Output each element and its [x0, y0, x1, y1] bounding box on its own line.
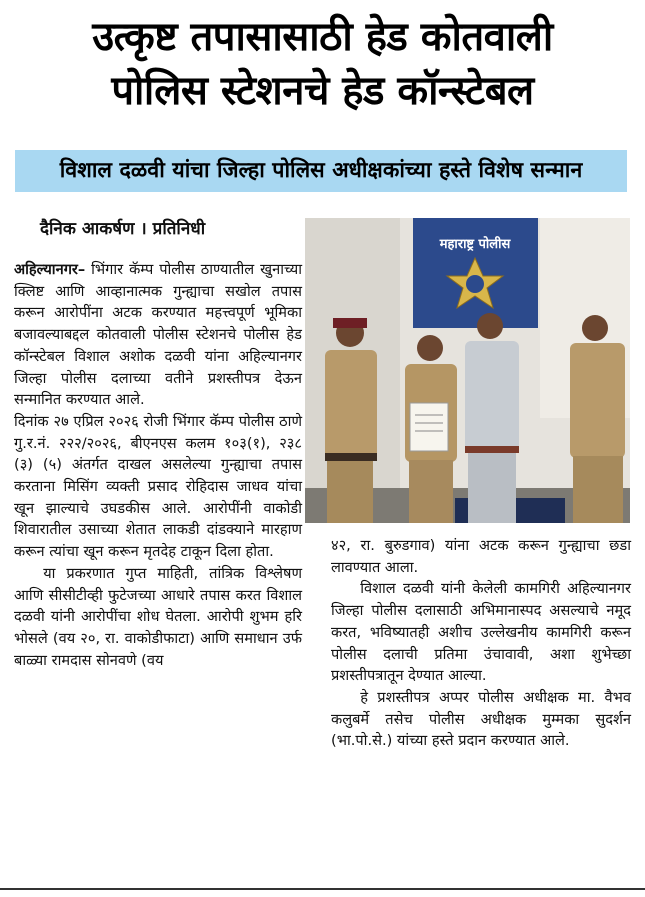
police-ceremony-photo: [305, 218, 630, 523]
photo-illustration: [305, 218, 630, 523]
article-paragraph-5: विशाल दळवी यांनी केलेली कामगिरी अहिल्यानगर जिल्हा पोलीस दलासाठी अभिमानास्पद असल्याचे नमूद करत, भविष्यातही अशीच उल्लेखनीय कामगिरी करून पोलीस दलाची प्रतिमा उंचावावी, अशा शुभेच्छा प्रशस्तीपत्रातून देण्यात आल्या.: [331, 580, 631, 685]
article-paragraph-3: या प्रकरणात गुप्त माहिती, तांत्रिक विश्लेषण आणि सीसीटीव्ही फुटेजच्या आधारे तपास करत विशाल दळवी यांनी आरोपींचा शोध घेतला. आरोपी शुभम हरि भोसले (वय २०, रा. वाकोडीफाटा) आणि समाधान उर्फ बाळ्या रामदास सोनवणे (वय: [14, 564, 302, 669]
subheadline: विशाल दळवी यांचा जिल्हा पोलिस अधीक्षकांच्या हस्ते विशेष सन्मान: [59, 158, 583, 183]
bottom-divider: [0, 888, 645, 890]
headline-line-2: पोलिस स्टेशनचे हेड कॉन्स्टेबल: [111, 68, 534, 114]
article-paragraph-1: अहिल्यानगर– भिंगार कॅम्प पोलीस ठाण्यातील खुनाच्या क्लिष्ट आणि आव्हानात्मक गुन्ह्याचा सखोल तपास करून आरोपींना अटक करण्यात महत्त्वपूर्ण भूमिका बजावल्याबद्दल कोतवाली पोलीस स्टेशनचे पोलीस हेड कॉन्स्टेबल विशाल अशोक दळवी यांना अहिल्यानगर जिल्हा पोलीस दलाच्या वतीने प्रशस्तीपत्र देऊन सन्मानित करण्यात आले.: [14, 261, 302, 409]
article-column-1: [14, 259, 302, 671]
article-paragraph-6: हे प्रशस्तीपत्र अप्पर पोलीस अधीक्षक मा. वैभव कलुबर्मे तसेच पोलीस अधीक्षक मुम्मका सुदर्शन (भा.पो.से.) यांच्या हस्ते प्रदान करण्यात आले.: [331, 688, 631, 750]
dateline: अहिल्यानगर–: [14, 261, 86, 278]
banner-text: महाराष्ट्र पोलीस: [439, 237, 511, 252]
headline-line-1: उत्कृष्ट तपासासाठी हेड कोतवाली: [92, 14, 553, 60]
article-column-2: [331, 535, 631, 752]
article-paragraph-4: ४२, रा. बुरुडगाव) यांना अटक करून गुन्ह्याचा छडा लावण्यात आला.: [331, 537, 631, 576]
subheadline-bar: [15, 150, 627, 192]
article-paragraph-2: दिनांक २७ एप्रिल २०२६ रोजी भिंगार कॅम्प पोलीस ठाणे गु.र.नं. २२२/२०२६, बीएनएस कलम १०३(१), २३८ (३) (५) अंतर्गत दाखल असलेल्या गुन्ह्याचा तपास करताना मिसिंग व्यक्ती प्रसाद रोहिदास जाधव यांचा खून झाल्याचे उघडकीस आले. आरोपींनी वाकोडी शिवारातील उसाच्या शेतात लाकडी दांडक्याने मारहाण करून त्यांचा खून करून मृतदेह टाकून दिला होता.: [14, 412, 302, 561]
byline: दैनिक आकर्षण । प्रतिनिधी: [40, 219, 206, 239]
